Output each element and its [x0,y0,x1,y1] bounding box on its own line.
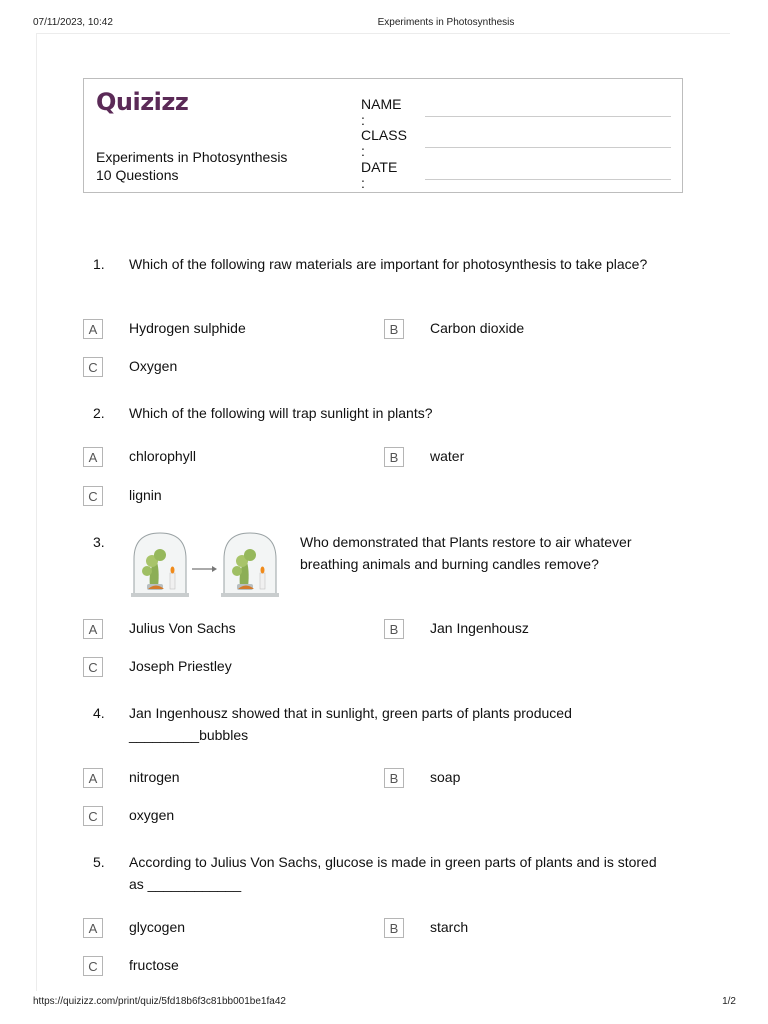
date-label: DATE : [361,159,398,191]
option-letter-box: B [384,319,404,339]
quizizz-logo: Quizizz [96,88,189,116]
bell-jar-experiment-image [130,529,280,599]
option-text: chlorophyll [129,448,196,464]
quiz-header-box [83,78,683,193]
option-text: starch [430,919,469,935]
option-letter-box: A [83,768,103,788]
page-number: 1/2 [722,996,736,1007]
option-text: oxygen [129,807,175,823]
print-datetime: 07/11/2023, 10:42 [33,17,113,28]
class-line [425,147,671,148]
option-text: lignin [129,487,162,503]
option-letter-box: B [384,447,404,467]
print-url[interactable]: https://quizizz.com/print/quiz/5fd18b6f3c81bb001be1fa42 [33,996,286,1007]
bell-jar-right-icon [221,533,279,597]
name-line [425,116,671,117]
option-letter-box: C [83,486,103,506]
option-letter-box: C [83,806,103,826]
option-text: fructose [129,957,179,973]
option-letter-box: A [83,319,103,339]
page-margin-line [36,33,37,991]
question-text: Jan Ingenhousz showed that in sunlight, green parts of plants produced _________bubbles [129,705,572,743]
option-letter-box: A [83,619,103,639]
option-letter-box: A [83,447,103,467]
page-divider [36,33,730,34]
question-number: 1. [93,256,105,272]
option-text: water [430,448,465,464]
question-count: 10 Questions [96,167,179,183]
question-text: Who demonstrated that Plants restore to air whatever breathing animals and burning candles remove? [300,534,632,572]
question-text: Which of the following will trap sunlight in plants? [129,405,433,421]
question-text: Which of the following raw materials are important for photosynthesis to take place? [129,256,648,272]
question-text: According to Julius Von Sachs, glucose is made in green parts of plants and is stored as ____________ [129,854,657,892]
option-letter-box: C [83,657,103,677]
option-text: glycogen [129,919,186,935]
class-label: CLASS : [361,127,407,159]
option-letter-box: C [83,357,103,377]
option-letter-box: C [83,956,103,976]
option-text: Joseph Priestley [129,658,232,674]
name-label: NAME : [361,96,402,128]
option-text: Oxygen [129,358,178,374]
option-text: Hydrogen sulphide [129,320,246,336]
question-number: 3. [93,534,105,550]
option-text: Jan Ingenhousz [430,620,529,636]
question-number: 4. [93,705,105,721]
date-line [425,179,671,180]
bell-jar-left-icon [131,533,189,597]
option-letter-box: B [384,918,404,938]
option-letter-box: B [384,768,404,788]
option-text: soap [430,769,461,785]
option-letter-box: A [83,918,103,938]
print-footer [0,996,768,1010]
print-title: Experiments in Photosynthesis [377,17,515,28]
question-number: 5. [93,854,105,870]
option-text: Carbon dioxide [430,320,525,336]
print-header [0,17,768,31]
quiz-title: Experiments in Photosynthesis [96,149,288,165]
option-text: Julius Von Sachs [129,620,236,636]
option-text: nitrogen [129,769,180,785]
question-number: 2. [93,405,105,421]
option-letter-box: B [384,619,404,639]
arrow-right-icon [192,566,217,572]
